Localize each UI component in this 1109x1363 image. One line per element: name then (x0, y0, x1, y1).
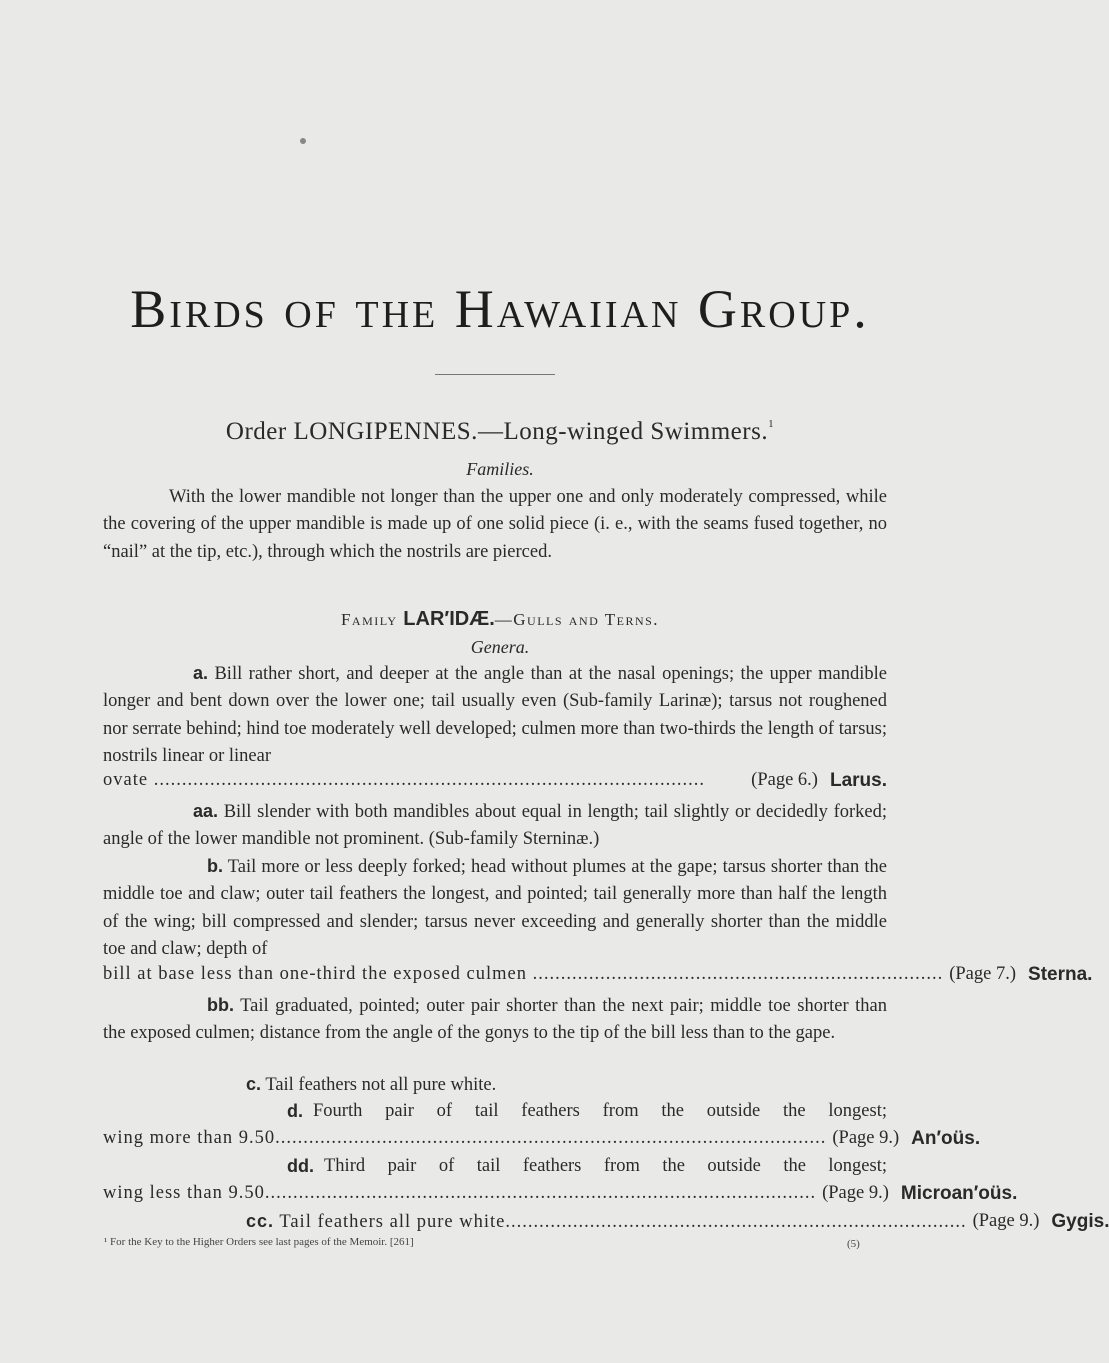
key-a-block (103, 660, 887, 771)
key-cc-letter: cc. (246, 1211, 275, 1231)
families-description-block (103, 484, 887, 566)
page-number: (5) (847, 1238, 860, 1250)
ink-speck (300, 138, 306, 144)
genus-anous: An′oüs. (911, 1128, 981, 1149)
genera-heading: Genera. (470, 637, 530, 657)
key-b-letter: b. (207, 856, 223, 876)
key-bb-description: Tail graduated, pointed; outer pair shorter than the next pair; middle toe shorter than the exposed culmen; distance from the angle of the gonys to the tip of the bill less than to the gape. (103, 996, 887, 1044)
family-heading (0, 608, 1000, 631)
genus-sterna: Sterna. (1028, 964, 1093, 985)
order-common-name: —Long-winged Swimmers. (477, 418, 769, 445)
key-b-lead-text: bill at base less than one-third the exposed culmen (103, 964, 527, 984)
families-description: With the lower mandible not longer than the upper one and only moderately compressed, while the covering of the upper mandible is made up of one solid piece (i. e., with the seams fused together, no “nail” at the tip, etc.), through which the nostrils are pierced. (103, 487, 887, 562)
genus-microanous: Microan′oüs. (900, 1183, 1018, 1204)
order-name: LONGIPENNES. (293, 418, 478, 445)
key-dd-result-line (103, 1183, 1018, 1205)
page-title: Birds of the Hawaiian Group. (130, 279, 870, 339)
footnote: ¹ For the Key to the Higher Orders see last pages of the Memoir. [261] (104, 1236, 414, 1248)
key-dd-letter: dd. (287, 1156, 314, 1176)
key-b-result-line (103, 964, 1093, 986)
key-b-description: Tail more or less deeply forked; head without plumes at the gape; tarsus shorter than the middle toe and claw; outer tail feathers the longest, and pointed; tail generally more than half the length of the wing; bill compressed and slender; tarsus never exceeding and generally shorter than the middle toe and claw; depth of (103, 857, 887, 960)
key-dd-lead: wing less than 9.50.................................................................................................. (103, 1183, 817, 1203)
key-a-page-ref: (Page 6.) (751, 770, 818, 790)
key-cc-result-line (246, 1211, 1109, 1233)
family-name: LAR′IDÆ. (403, 608, 495, 630)
key-d-lead: wing more than 9.50.................................................................................................. (103, 1128, 827, 1148)
key-d-lead-text: wing more than 9.50 (103, 1128, 276, 1148)
key-dd-line (287, 1156, 887, 1177)
key-c-line (246, 1074, 496, 1096)
order-heading (0, 418, 1000, 446)
key-cc-description: Tail feathers all pure white (279, 1212, 506, 1232)
key-b-text (103, 853, 887, 964)
key-a-text (103, 660, 887, 771)
key-aa-text (103, 798, 887, 854)
key-dd-description: Third pair of tail feathers from the outside the longest; (324, 1156, 887, 1176)
families-heading: Families. (466, 459, 534, 479)
key-bb-text (103, 992, 887, 1048)
key-b-page-ref: (Page 7.) (949, 964, 1017, 984)
order-prefix: Order (225, 418, 287, 445)
key-aa-block (103, 798, 887, 854)
key-b-block (103, 853, 887, 964)
key-bb-block (103, 992, 887, 1048)
genus-gygis: Gygis. (1051, 1211, 1109, 1232)
key-c-letter: c. (246, 1074, 262, 1094)
key-d-page-ref: (Page 9.) (832, 1128, 900, 1148)
key-d-letter: d. (287, 1101, 303, 1121)
key-d-description: Fourth pair of tail feathers from the outside the longest; (313, 1101, 887, 1121)
key-d-text (287, 1101, 887, 1122)
genus-larus: Larus. (829, 770, 887, 791)
key-a-description: Bill rather short, and deeper at the angle than at the nasal openings; the upper mandible longer and bent down over the lower one; tail usually even (Sub-family Larinæ); tarsus not roughened nor serrate behind; hind toe moderately well developed; culmen more than two-thirds the length of tarsus; nostrils linear or linear (103, 664, 888, 767)
key-aa-letter: aa. (193, 801, 219, 821)
key-a-lead: ovate .................................................................................................. (103, 770, 705, 790)
key-bb-letter: bb. (207, 995, 234, 1015)
key-d-line (287, 1101, 887, 1122)
key-cc-page-ref: (Page 9.) (972, 1211, 1040, 1231)
key-a-letter: a. (193, 663, 209, 683)
key-dd-lead-text: wing less than 9.50 (103, 1183, 265, 1203)
key-aa-description: Bill slender with both mandibles about equal in length; tail slightly or decidedly forked; angle of the lower mandible not prominent. (Sub-family Sterninæ.) (103, 802, 887, 850)
key-a-lead-text: ovate (103, 770, 149, 790)
family-prefix: Family (340, 610, 398, 629)
key-d-result-line (103, 1128, 981, 1150)
title-rule (435, 374, 555, 375)
family-common-name: —Gulls and Terns. (494, 610, 660, 629)
key-dd-page-ref: (Page 9.) (822, 1183, 889, 1203)
key-b-lead: bill at base less than one-third the exposed culmen ......................................................................... (103, 964, 944, 984)
footnote-mark: 1 (768, 418, 775, 430)
key-a-result-line (103, 770, 887, 792)
key-cc-lead: cc. Tail feathers all pure white.................................................................................. (246, 1211, 967, 1232)
key-c-description: Tail feathers not all pure white. (265, 1075, 497, 1095)
key-dd-text (287, 1156, 887, 1177)
